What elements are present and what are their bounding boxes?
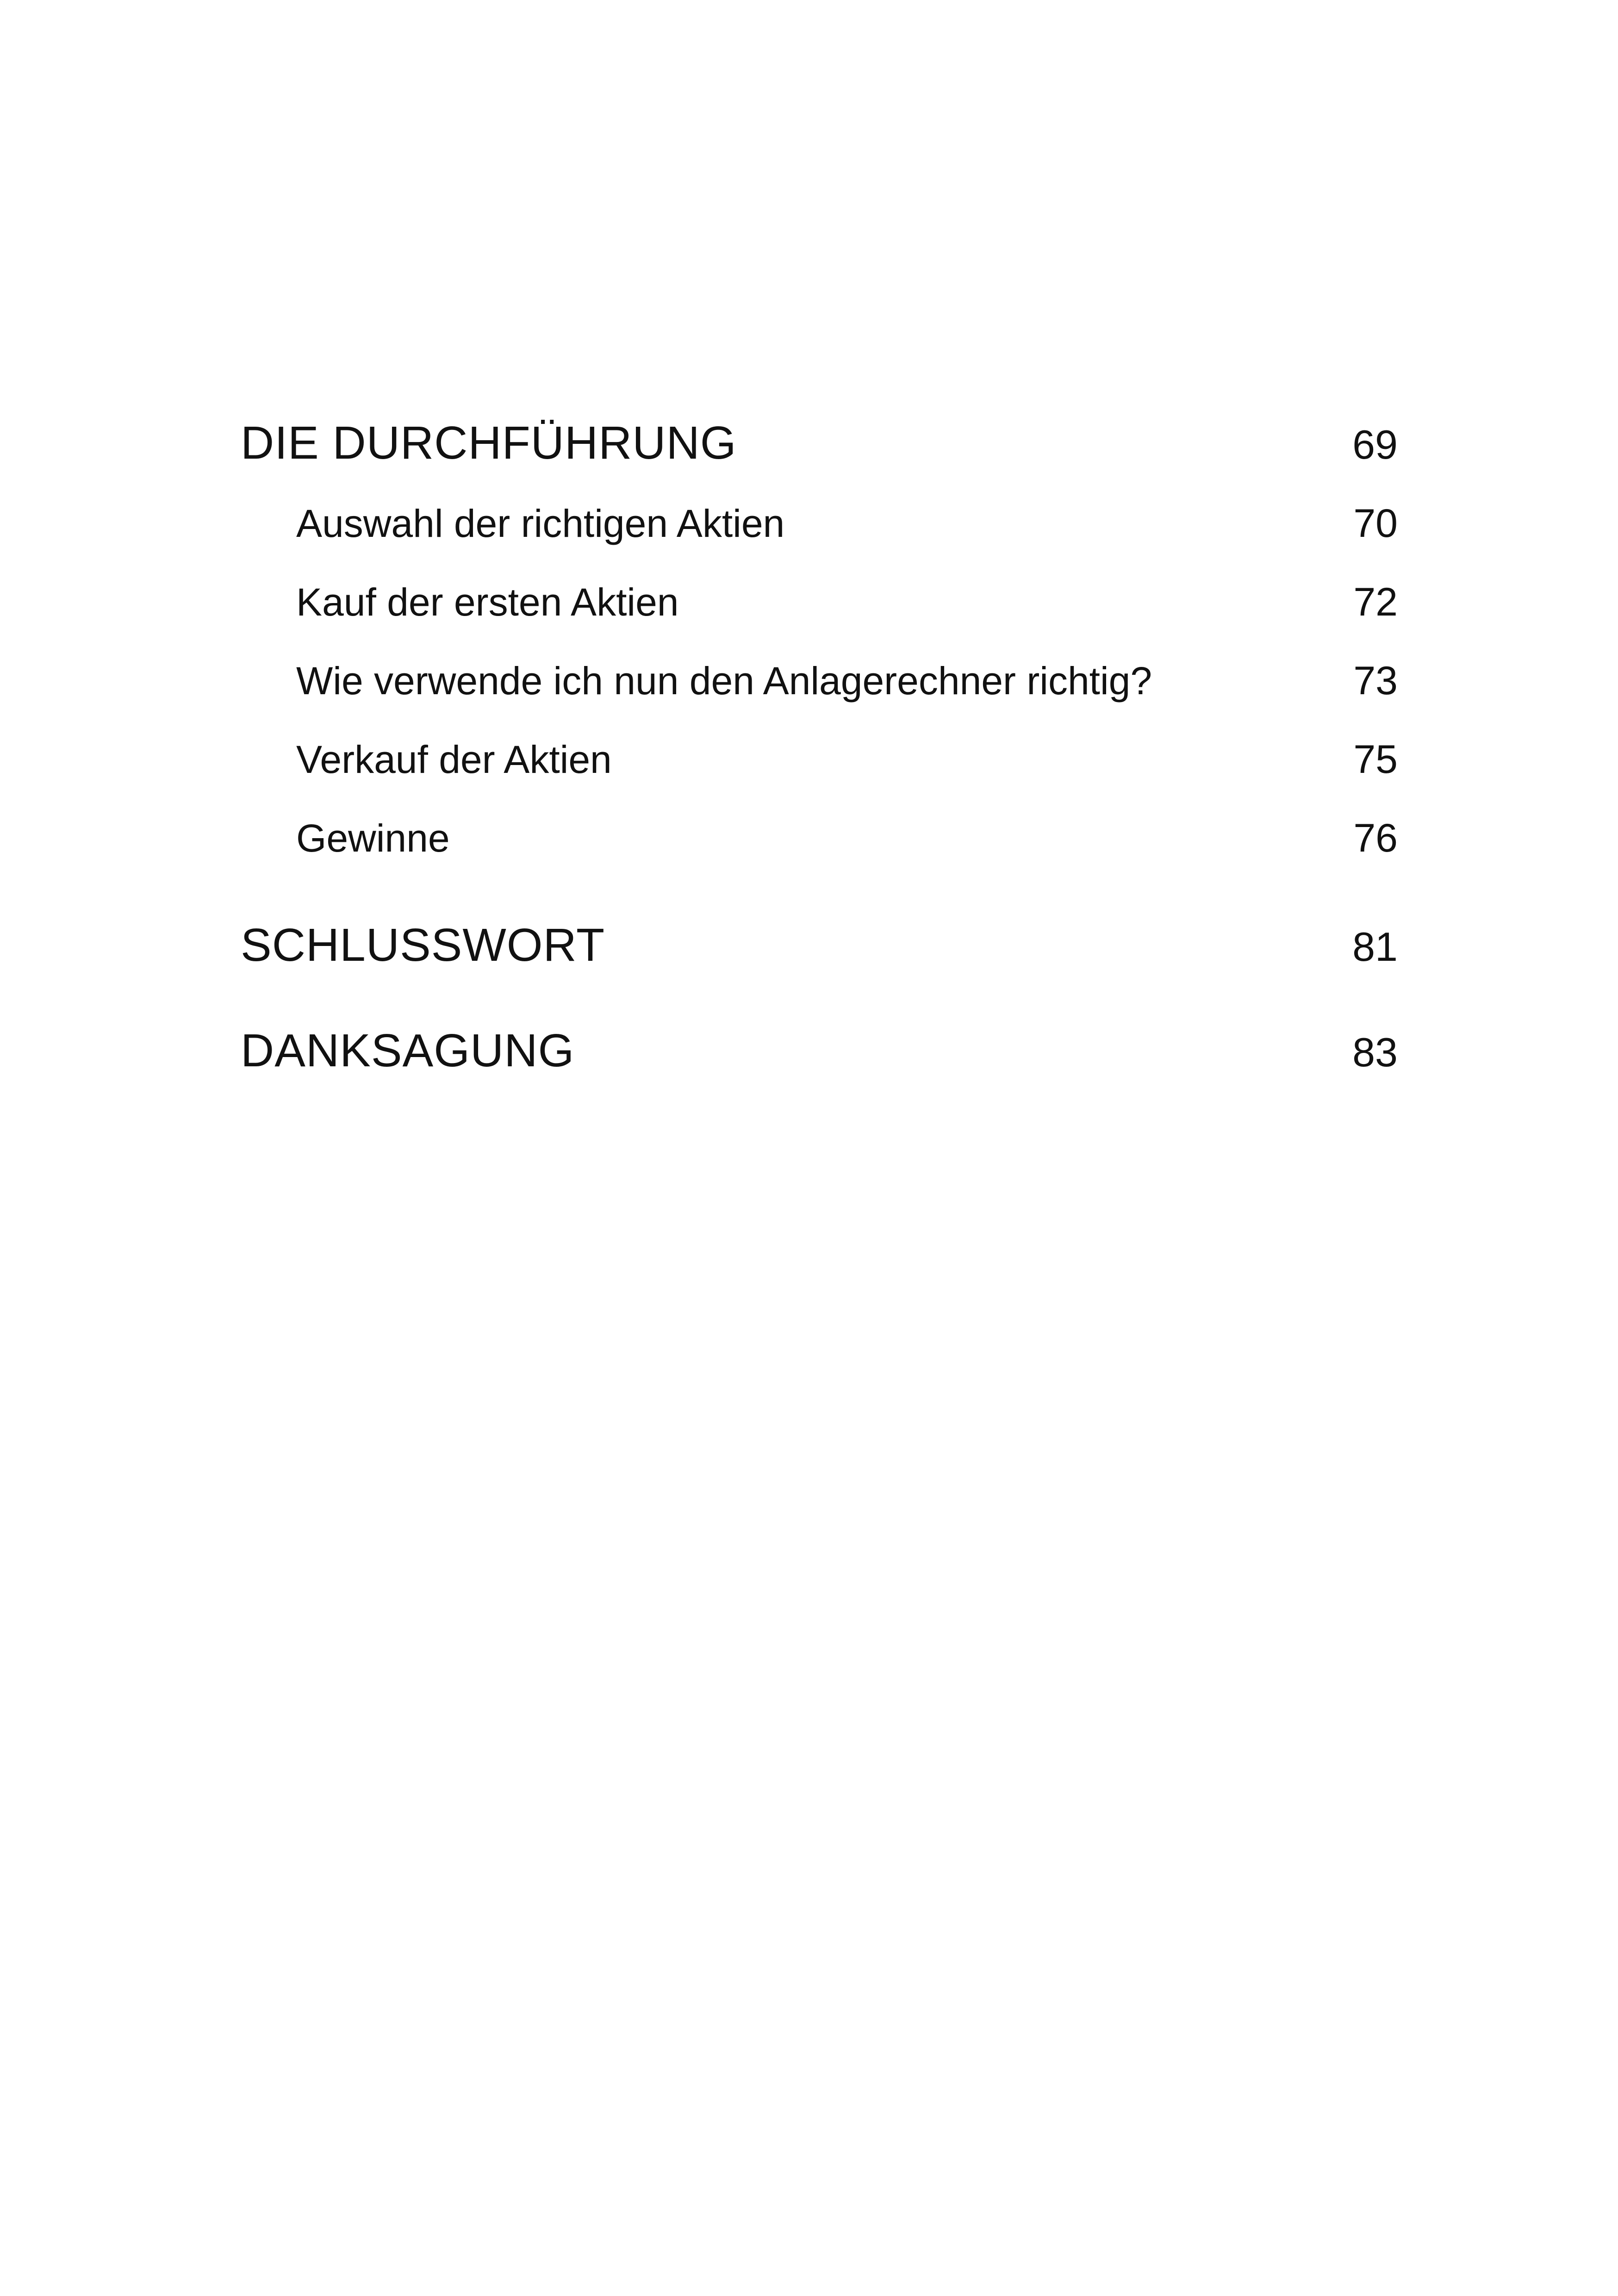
toc-page-number: 75 (1353, 737, 1398, 782)
toc-chapter-durchfuehrung (241, 417, 1398, 470)
toc-section (241, 737, 1398, 783)
toc-page-number: 70 (1353, 501, 1398, 546)
toc-page-number: 73 (1353, 659, 1398, 703)
toc-chapter-title: DIE DURCHFÜHRUNG (241, 417, 737, 469)
toc-page-number: 81 (1352, 924, 1398, 970)
toc-chapter-schlusswort (241, 919, 1398, 972)
toc-chapter-title: DANKSAGUNG (241, 1025, 575, 1076)
toc-page-number: 69 (1352, 422, 1398, 467)
toc-section (241, 815, 1398, 861)
toc-page-number: 76 (1353, 816, 1398, 860)
toc-section-title: Verkauf der Aktien (296, 738, 612, 781)
toc-page-number: 72 (1353, 580, 1398, 624)
toc-chapter-danksagung (241, 1024, 1398, 1077)
toc-section (241, 658, 1398, 704)
toc-section (241, 579, 1398, 625)
toc-section-title: Auswahl der richtigen Aktien (296, 502, 785, 545)
toc-section-title: Wie verwende ich nun den Anlagerechner richtig? (296, 659, 1152, 703)
toc-section-title: Kauf der ersten Aktien (296, 580, 679, 624)
toc-section (241, 501, 1398, 547)
toc-section-title: Gewinne (296, 816, 450, 860)
toc-page-number: 83 (1352, 1029, 1398, 1075)
toc-chapter-title: SCHLUSSWORT (241, 919, 605, 971)
